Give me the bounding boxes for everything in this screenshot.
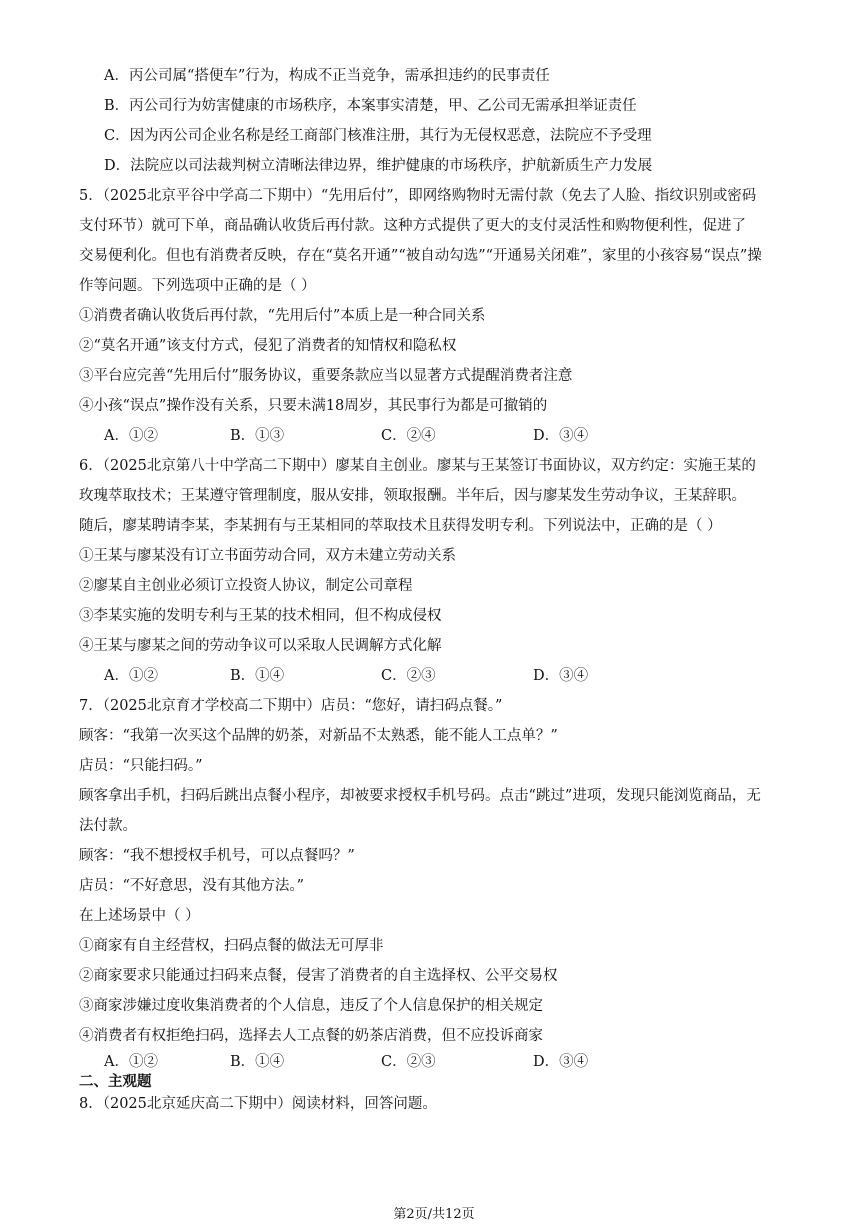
q7-stem-line: 7．（2025北京育才学校高二下期中）店员：“您好，请扫码点餐。” bbox=[79, 698, 503, 714]
q7-stem-line: 在上述场景中（ ） bbox=[79, 908, 200, 924]
q5-choice-c: C．②④ bbox=[381, 428, 436, 444]
q6-choice-a: A．①② bbox=[104, 668, 158, 684]
q5-item-3: ③平台应完善“先用后付”服务协议，重要条款应当以显著方式提醒消费者注意 bbox=[79, 368, 573, 384]
q6-choice-c: C．②③ bbox=[381, 668, 436, 684]
q6-item-4: ④王某与廖某之间的劳动争议可以采取人民调解方式化解 bbox=[79, 638, 442, 654]
q7-stem-line: 店员：“只能扫码。” bbox=[79, 758, 203, 774]
q6-choices bbox=[104, 666, 664, 686]
q6-stem-line: 玫瑰萃取技术；王某遵守管理制度，服从安排，领取报酬。半年后，因与廖某发生劳动争议，王某辞职。 bbox=[79, 488, 746, 504]
q8-stem-line: 8．（2025北京延庆高二下期中）阅读材料，回答问题。 bbox=[79, 1096, 437, 1112]
q7-stem-line: 法付款。 bbox=[79, 818, 137, 834]
q5-item-1: ①消费者确认收货后再付款，“先用后付”本质上是一种合同关系 bbox=[79, 308, 486, 324]
q7-choice-b: B．①④ bbox=[230, 1054, 285, 1070]
q7-choice-c: C．②③ bbox=[381, 1054, 436, 1070]
section-heading: 二、主观题 bbox=[79, 1073, 152, 1090]
q5-choices bbox=[104, 426, 664, 446]
q5-item-2: ②“莫名开通”该支付方式，侵犯了消费者的知情权和隐私权 bbox=[79, 338, 457, 354]
q6-choice-b: B．①④ bbox=[230, 668, 285, 684]
q4-option-b: B．丙公司行为妨害健康的市场秩序，本案事实清楚，甲、乙公司无需承担举证责任 bbox=[104, 98, 637, 114]
q7-stem-line: 顾客拿出手机，扫码后跳出点餐小程序，却被要求授权手机号码。点击“跳过”进项，发现只能浏览商品，无 bbox=[79, 788, 761, 804]
q6-item-3: ③李某实施的发明专利与王某的技术相同，但不构成侵权 bbox=[79, 608, 442, 624]
q6-choice-d: D．③④ bbox=[533, 668, 589, 684]
q6-item-1: ①王某与廖某没有订立书面劳动合同，双方未建立劳动关系 bbox=[79, 548, 456, 564]
q6-stem-line: 6．（2025北京第八十中学高二下期中）廖某自主创业。廖某与王某签订书面协议，双方约定：实施王某的 bbox=[79, 458, 756, 474]
page-number: 第2页/共12页 bbox=[393, 1207, 475, 1222]
q7-choice-d: D．③④ bbox=[533, 1054, 589, 1070]
q5-choice-a: A．①② bbox=[104, 428, 158, 444]
q4-option-a: A．丙公司属“搭便车”行为，构成不正当竞争，需承担违约的民事责任 bbox=[104, 68, 550, 84]
q5-item-4: ④小孩“误点”操作没有关系，只要未满18周岁，其民事行为都是可撤销的 bbox=[79, 398, 548, 414]
q5-choice-b: B．①③ bbox=[230, 428, 285, 444]
q7-choice-a: A．①② bbox=[104, 1054, 158, 1070]
q4-option-d: D．法院应以司法裁判树立清晰法律边界，维护健康的市场秩序，护航新质生产力发展 bbox=[104, 158, 653, 174]
q7-stem-line: 顾客：“我第一次买这个品牌的奶茶，对新品不太熟悉，能不能人工点单？” bbox=[79, 728, 558, 744]
q7-item-1: ①商家有自主经营权，扫码点餐的做法无可厚非 bbox=[79, 938, 384, 954]
q5-stem-line: 作等问题。下列选项中正确的是（ ） bbox=[79, 278, 316, 294]
q7-stem-line: 店员：“不好意思，没有其他方法。” bbox=[79, 878, 305, 894]
q5-stem-line: 交易便利化。但也有消费者反映，存在“莫名开通”“被自动勾选”“开通易关闭难”，家里的小孩容易“误点”操 bbox=[79, 248, 762, 264]
q7-item-4: ④消费者有权拒绝扫码，选择去人工点餐的奶茶店消费，但不应投诉商家 bbox=[79, 1028, 543, 1044]
q4-option-c: C．因为丙公司企业名称是经工商部门核准注册，其行为无侵权恶意，法院应不予受理 bbox=[104, 128, 652, 144]
q7-stem-line: 顾客：“我不想授权手机号，可以点餐吗？” bbox=[79, 848, 355, 864]
q6-stem-line: 随后，廖某聘请李某，李某拥有与王某相同的萃取技术且获得发明专利。下列说法中，正确的是（ ） bbox=[79, 518, 722, 534]
q5-stem-line: 支付环节）就可下单，商品确认收货后再付款。这种方式提供了更大的支付灵活性和购物便利性，促进了 bbox=[79, 218, 746, 234]
q5-stem-line: 5．（2025北京平谷中学高二下期中）“先用后付”，即网络购物时无需付款（免去了人脸、指纹识别或密码 bbox=[79, 188, 757, 204]
q6-item-2: ②廖某自主创业必须订立投资人协议，制定公司章程 bbox=[79, 578, 413, 594]
q7-item-3: ③商家涉嫌过度收集消费者的个人信息，违反了个人信息保护的相关规定 bbox=[79, 998, 543, 1014]
q7-choices bbox=[104, 1052, 664, 1072]
q5-choice-d: D．③④ bbox=[533, 428, 589, 444]
q7-item-2: ②商家要求只能通过扫码来点餐，侵害了消费者的自主选择权、公平交易权 bbox=[79, 968, 558, 984]
